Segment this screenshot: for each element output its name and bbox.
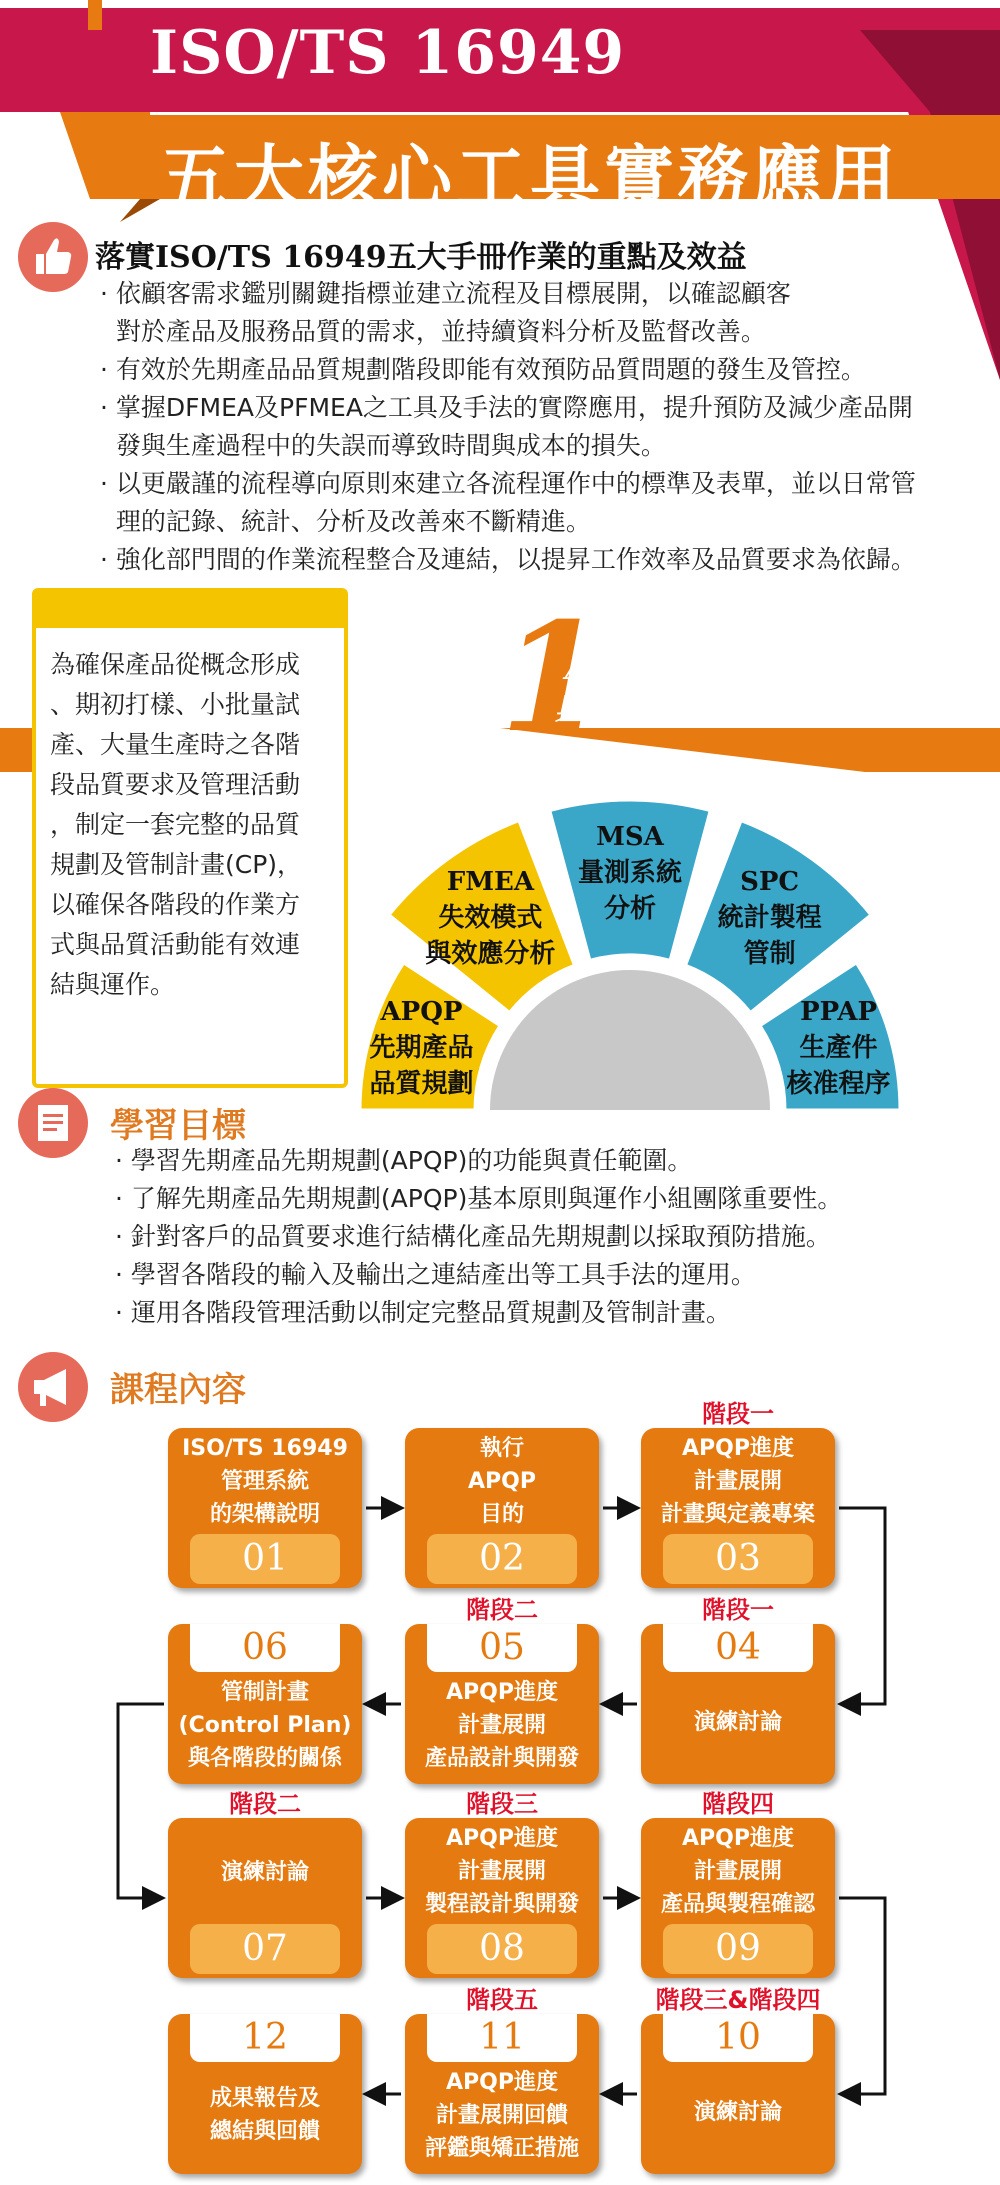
benefit-line: 對於產品及服務品質的需求，並持續資料分析及監督改善。: [100, 317, 766, 346]
stage-label: 階段一: [702, 1596, 774, 1624]
apqp-description-line: 段品質要求及管理活動: [50, 770, 301, 799]
course-number: 10: [663, 2014, 813, 2062]
course-title: 課程內容: [110, 1370, 246, 1410]
apqp-title-line1: APQP先期產品品質規劃: [565, 652, 900, 687]
objective-item: · 學習各階段的輸入及輸出之連結產出等工具手法的運用。: [115, 1260, 756, 1289]
section-benefits-title: 落實ISO/TS 16949五大手冊作業的重點及效益: [95, 240, 747, 275]
fan-label-line: 量測系統: [577, 857, 682, 888]
course-box-line: APQP進度: [446, 1826, 558, 1851]
course-box-text: [168, 1856, 362, 1889]
benefit-line: · 依顧客需求鑑別關鍵指標並建立流程及目標展開，以確認顧客: [100, 279, 791, 308]
course-box-text: [168, 1676, 362, 1775]
header-subtitle: 五大核心工具實務應用: [160, 137, 900, 219]
course-box-12: [168, 2014, 362, 2174]
stage-label: 階段二: [229, 1790, 301, 1818]
benefit-line: 發與生產過程中的失誤而導致時間與成本的損失。: [100, 431, 666, 460]
course-box-06: [168, 1624, 362, 1784]
objective-item: · 針對客戶的品質要求進行結構化產品先期規劃以採取預防措施。: [115, 1222, 831, 1251]
fan-label-line: MSA: [596, 821, 664, 852]
course-box-02: [405, 1428, 599, 1588]
stage-label: 階段一: [702, 1400, 774, 1428]
course-box-08: [405, 1818, 599, 1978]
course-number: 05: [427, 1624, 577, 1672]
course-number: 09: [663, 1924, 813, 1974]
fan-label-line: APQP: [380, 997, 463, 1028]
course-number-one: 1: [500, 590, 605, 766]
course-box-line: APQP進度: [682, 1826, 794, 1851]
benefit-line: · 掌握DFMEA及PFMEA之工具及手法的實際應用，提升預防及減少產品開: [100, 393, 913, 422]
benefit-line: · 有效於先期產品品質規劃階段即能有效預防品質問題的發生及管控。: [100, 355, 866, 384]
course-box-text: [641, 1432, 835, 1531]
apqp-title-line2: 與Control Plan之實務應用: [555, 692, 948, 727]
course-box-line: 目的: [479, 1502, 524, 1527]
course-box-01: [168, 1428, 362, 1588]
flow-arrow: [839, 1898, 885, 2094]
apqp-description-line: 為確保產品從概念形成: [50, 650, 301, 679]
apqp-description-line: 式與品質活動能有效連: [50, 930, 301, 959]
course-box-09: [641, 1818, 835, 1978]
header-title: ISO/TS 16949: [150, 18, 626, 88]
apqp-description-line: 規劃及管制計畫(CP)，: [50, 850, 303, 879]
course-box-line: 製程設計與開發: [424, 1892, 579, 1917]
apqp-description-line: ，制定一套完整的品質: [50, 810, 301, 839]
course-box-line: 評鑑與矯正措施: [424, 2136, 579, 2161]
course-box-line: 產品與製程確認: [660, 1892, 815, 1917]
flow-arrow: [118, 1704, 164, 1898]
course-box-04: [641, 1624, 835, 1784]
apqp-description-line: 以確保各階段的作業方: [50, 890, 301, 919]
course-box-text: [641, 1706, 835, 1739]
course-number: 01: [190, 1534, 340, 1584]
fan-label-line: 先期產品: [369, 1033, 474, 1064]
course-box-text: [405, 1432, 599, 1531]
course-box-10: [641, 2014, 835, 2174]
course-number: 03: [663, 1534, 813, 1584]
stage-label: 階段四: [702, 1790, 774, 1818]
course-number: 11: [427, 2014, 577, 2062]
stage-label: 階段三&階段四: [655, 1986, 821, 2014]
course-number: 07: [190, 1924, 340, 1974]
course-box-line: APQP進度: [446, 2070, 558, 2095]
course-box-line: 管制計畫: [220, 1680, 309, 1705]
objective-item: · 運用各階段管理活動以制定完整品質規劃及管制計畫。: [115, 1298, 731, 1327]
course-box-line: 計畫展開: [693, 1469, 782, 1494]
course-box-line: 執行: [479, 1436, 524, 1461]
fan-label-line: 統計製程: [717, 902, 822, 933]
fan-label-line: 核准程序: [786, 1069, 891, 1100]
course-box-text: [641, 2096, 835, 2129]
course-number: 06: [190, 1624, 340, 1672]
course-box-line: 產品設計與開發: [424, 1746, 579, 1771]
fan-label-line: FMEA: [446, 866, 534, 897]
benefit-line: 理的記錄、統計、分析及改善來不斷精進。: [100, 507, 591, 536]
stage-label: 階段三: [466, 1790, 538, 1818]
course-box-11: [405, 2014, 599, 2174]
stage-label: 階段二: [466, 1596, 538, 1624]
course-box-line: 管理系統: [220, 1469, 309, 1494]
fan-label-line: SPC: [740, 866, 800, 897]
course-box-line: 成果報告及: [209, 2086, 320, 2111]
course-number: 08: [427, 1924, 577, 1974]
fan-label-line: 生產件: [799, 1033, 878, 1064]
course-box-line: 演練討論: [693, 1710, 782, 1735]
fan-label-line: 失效模式: [438, 902, 543, 933]
apqp-description-line: 結與運作。: [50, 970, 176, 999]
course-box-line: 演練討論: [693, 2100, 782, 2125]
course-box-03: [641, 1428, 835, 1588]
course-box-line: 計畫與定義專案: [660, 1502, 815, 1527]
stage-label: 階段五: [466, 1986, 538, 2014]
course-box-line: 計畫展開: [693, 1859, 782, 1884]
fan-label-line: PPAP: [800, 997, 877, 1028]
course-box-text: [641, 1822, 835, 1921]
course-box-text: [405, 1822, 599, 1921]
course-number: 02: [427, 1534, 577, 1584]
course-number: 04: [663, 1624, 813, 1672]
fan-label-line: 品質規劃: [369, 1069, 474, 1100]
course-box-text: [405, 1676, 599, 1775]
objectives-title: 學習目標: [110, 1106, 246, 1146]
course-box-line: APQP進度: [682, 1436, 794, 1461]
course-box-line: (Control Plan): [178, 1713, 352, 1738]
course-box-line: APQP: [468, 1469, 536, 1494]
apqp-description-line: 產、大量生產時之各階: [50, 730, 301, 759]
objective-item: · 學習先期產品先期規劃(APQP)的功能與責任範圍。: [115, 1146, 693, 1175]
course-box-line: 與各階段的關係: [187, 1746, 342, 1771]
course-box-text: [168, 1432, 362, 1531]
course-box-05: [405, 1624, 599, 1784]
benefit-line: · 以更嚴謹的流程導向原則來建立各流程運作中的標準及表單，並以日常管: [100, 469, 916, 498]
course-box-line: 計畫展開回饋: [435, 2103, 568, 2128]
course-box-07: [168, 1818, 362, 1978]
course-box-line: 演練討論: [220, 1860, 309, 1885]
apqp-description-line: 、期初打樣、小批量試: [50, 690, 301, 719]
course-box-line: ISO/TS 16949: [182, 1436, 348, 1461]
course-box-line: 計畫展開: [457, 1859, 546, 1884]
course-box-text: [168, 2082, 362, 2148]
course-box-line: 計畫展開: [457, 1713, 546, 1738]
course-box-text: [405, 2066, 599, 2165]
course-box-line: 的架構說明: [209, 1502, 320, 1527]
course-number: 12: [190, 2014, 340, 2062]
fan-label-line: 與效應分析: [425, 938, 556, 969]
fan-label-line: 管制: [743, 938, 796, 969]
course-box-line: APQP進度: [446, 1680, 558, 1705]
fan-label-line: 分析: [603, 893, 656, 924]
objective-item: · 了解先期產品先期規劃(APQP)基本原則與運作小組團隊重要性。: [115, 1184, 843, 1213]
flow-arrow: [839, 1508, 885, 1704]
course-box-line: 總結與回饋: [209, 2119, 320, 2144]
benefit-line: · 強化部門間的作業流程整合及連結，以提昇工作效率及品質要求為依歸。: [100, 545, 916, 574]
